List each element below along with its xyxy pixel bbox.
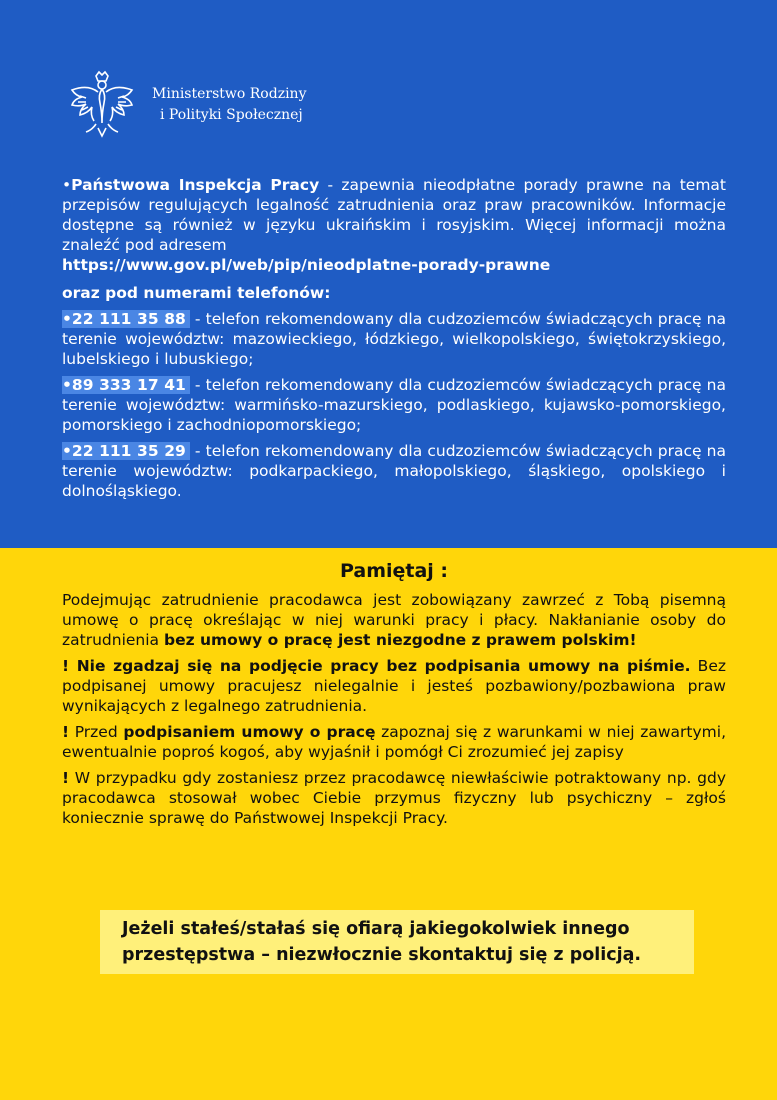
phone-number-1[interactable]: •22 111 35 88 [62,310,190,328]
paragraph-3-text-b: zapoznaj się z warunkami w niej zawartymi, ewentualnie poproś kogoś, aby wyjaśnił i pomógł Ci zrozumieć jej zapisy [62,723,727,761]
paragraph-3-exclamation: ! [62,723,70,741]
callout-line-1: Jeżeli stałeś/stałaś się ofiarą jakiegokolwiek innego [122,919,630,939]
remember-section [62,558,726,828]
pip-info [62,175,726,501]
yellow-section [0,548,777,1100]
paragraph-4-exclamation: ! [62,769,70,787]
pip-description [62,175,726,255]
phone-number-3[interactable]: •22 111 35 29 [62,442,190,460]
phone-text-1: - telefon rekomendowany dla cudzoziemców świadczących pracę na terenie województw: mazowieckiego, łódzkiego, wielkopolskiego, świętokrzyskiego, lubelskiego i lubuskiego; [62,310,727,368]
pip-text: - zapewnia nieodpłatne porady prawne na temat przepisów regulujących legalność zatrudnienia oraz praw pracowników. Informacje dostępne są również w języku ukraińskim i rosyjskim. Więcej informacji można znaleźć pod adresem [62,176,726,254]
remember-paragraph-3 [62,722,726,762]
paragraph-4-text: W przypadku gdy zostaniesz przez pracodawcę niewłaściwie potraktowany np. gdy pracodawca stosował wobec Ciebie przymus fizyczny lub psychiczny – zgłoś koniecznie sprawę do Państwowej Inspekcji Pracy. [62,769,726,827]
phone-text-2: - telefon rekomendowany dla cudzoziemców świadczących pracę na terenie województw: warmińsko-mazurskiego, podlaskiego, kujawsko-pomorskiego, pomorskiego i zachodniopomorskiego; [62,376,727,434]
bullet: • [62,176,72,194]
ministry-line-2: i Polityki Społecznej [160,107,303,123]
polish-eagle-emblem-icon [68,70,136,140]
pip-name: Państwowa Inspekcja Pracy [71,176,320,194]
phone-entry-1 [62,309,726,369]
phone-entry-2 [62,375,726,435]
ministry-line-1: Ministerstwo Rodziny [152,86,307,102]
remember-title: Pamiętaj : [339,560,449,582]
paragraph-2-bold: ! Nie zgadzaj się na podjęcie pracy bez podpisania umowy na piśmie. [62,657,691,675]
paragraph-3-bold: podpisaniem umowy o pracę [123,723,376,741]
phone-entry-3 [62,441,726,501]
paragraph-1-bold: bez umowy o pracę jest niezgodne z prawem polskim! [163,631,637,649]
phone-numbers-heading: oraz pod numerami telefonów: [62,284,331,302]
pip-url-link[interactable]: https://www.gov.pl/web/pip/nieodplatne-porady-prawne [62,256,551,274]
phone-text-3: - telefon rekomendowany dla cudzoziemców świadczących pracę na terenie województw: podkarpackiego, małopolskiego, śląskiego, opolskiego i dolnośląskiego. [62,442,727,500]
paragraph-1-text: Podejmując zatrudnienie pracodawca jest zobowiązany zawrzeć z Tobą pisemną umowę o pracę określając w niej warunki pracy i płacy. Nakłanianie osoby do zatrudnienia [62,591,726,649]
blue-section [0,0,777,548]
police-callout [100,910,694,974]
phone-number-2[interactable]: •89 333 17 41 [62,376,190,394]
callout-line-2: przestępstwa – niezwłocznie skontaktuj się z policją. [122,945,642,965]
remember-paragraph-4 [62,768,726,828]
ministry-name [152,84,306,126]
remember-paragraph-2 [62,656,726,716]
remember-paragraph-1 [62,590,726,650]
paragraph-2-text: Bez podpisanej umowy pracujesz nielegalnie i jesteś pozbawiony/pozbawiona praw wynikających z legalnego zatrudnienia. [62,657,726,715]
paragraph-3-text-a: Przed [69,723,124,741]
